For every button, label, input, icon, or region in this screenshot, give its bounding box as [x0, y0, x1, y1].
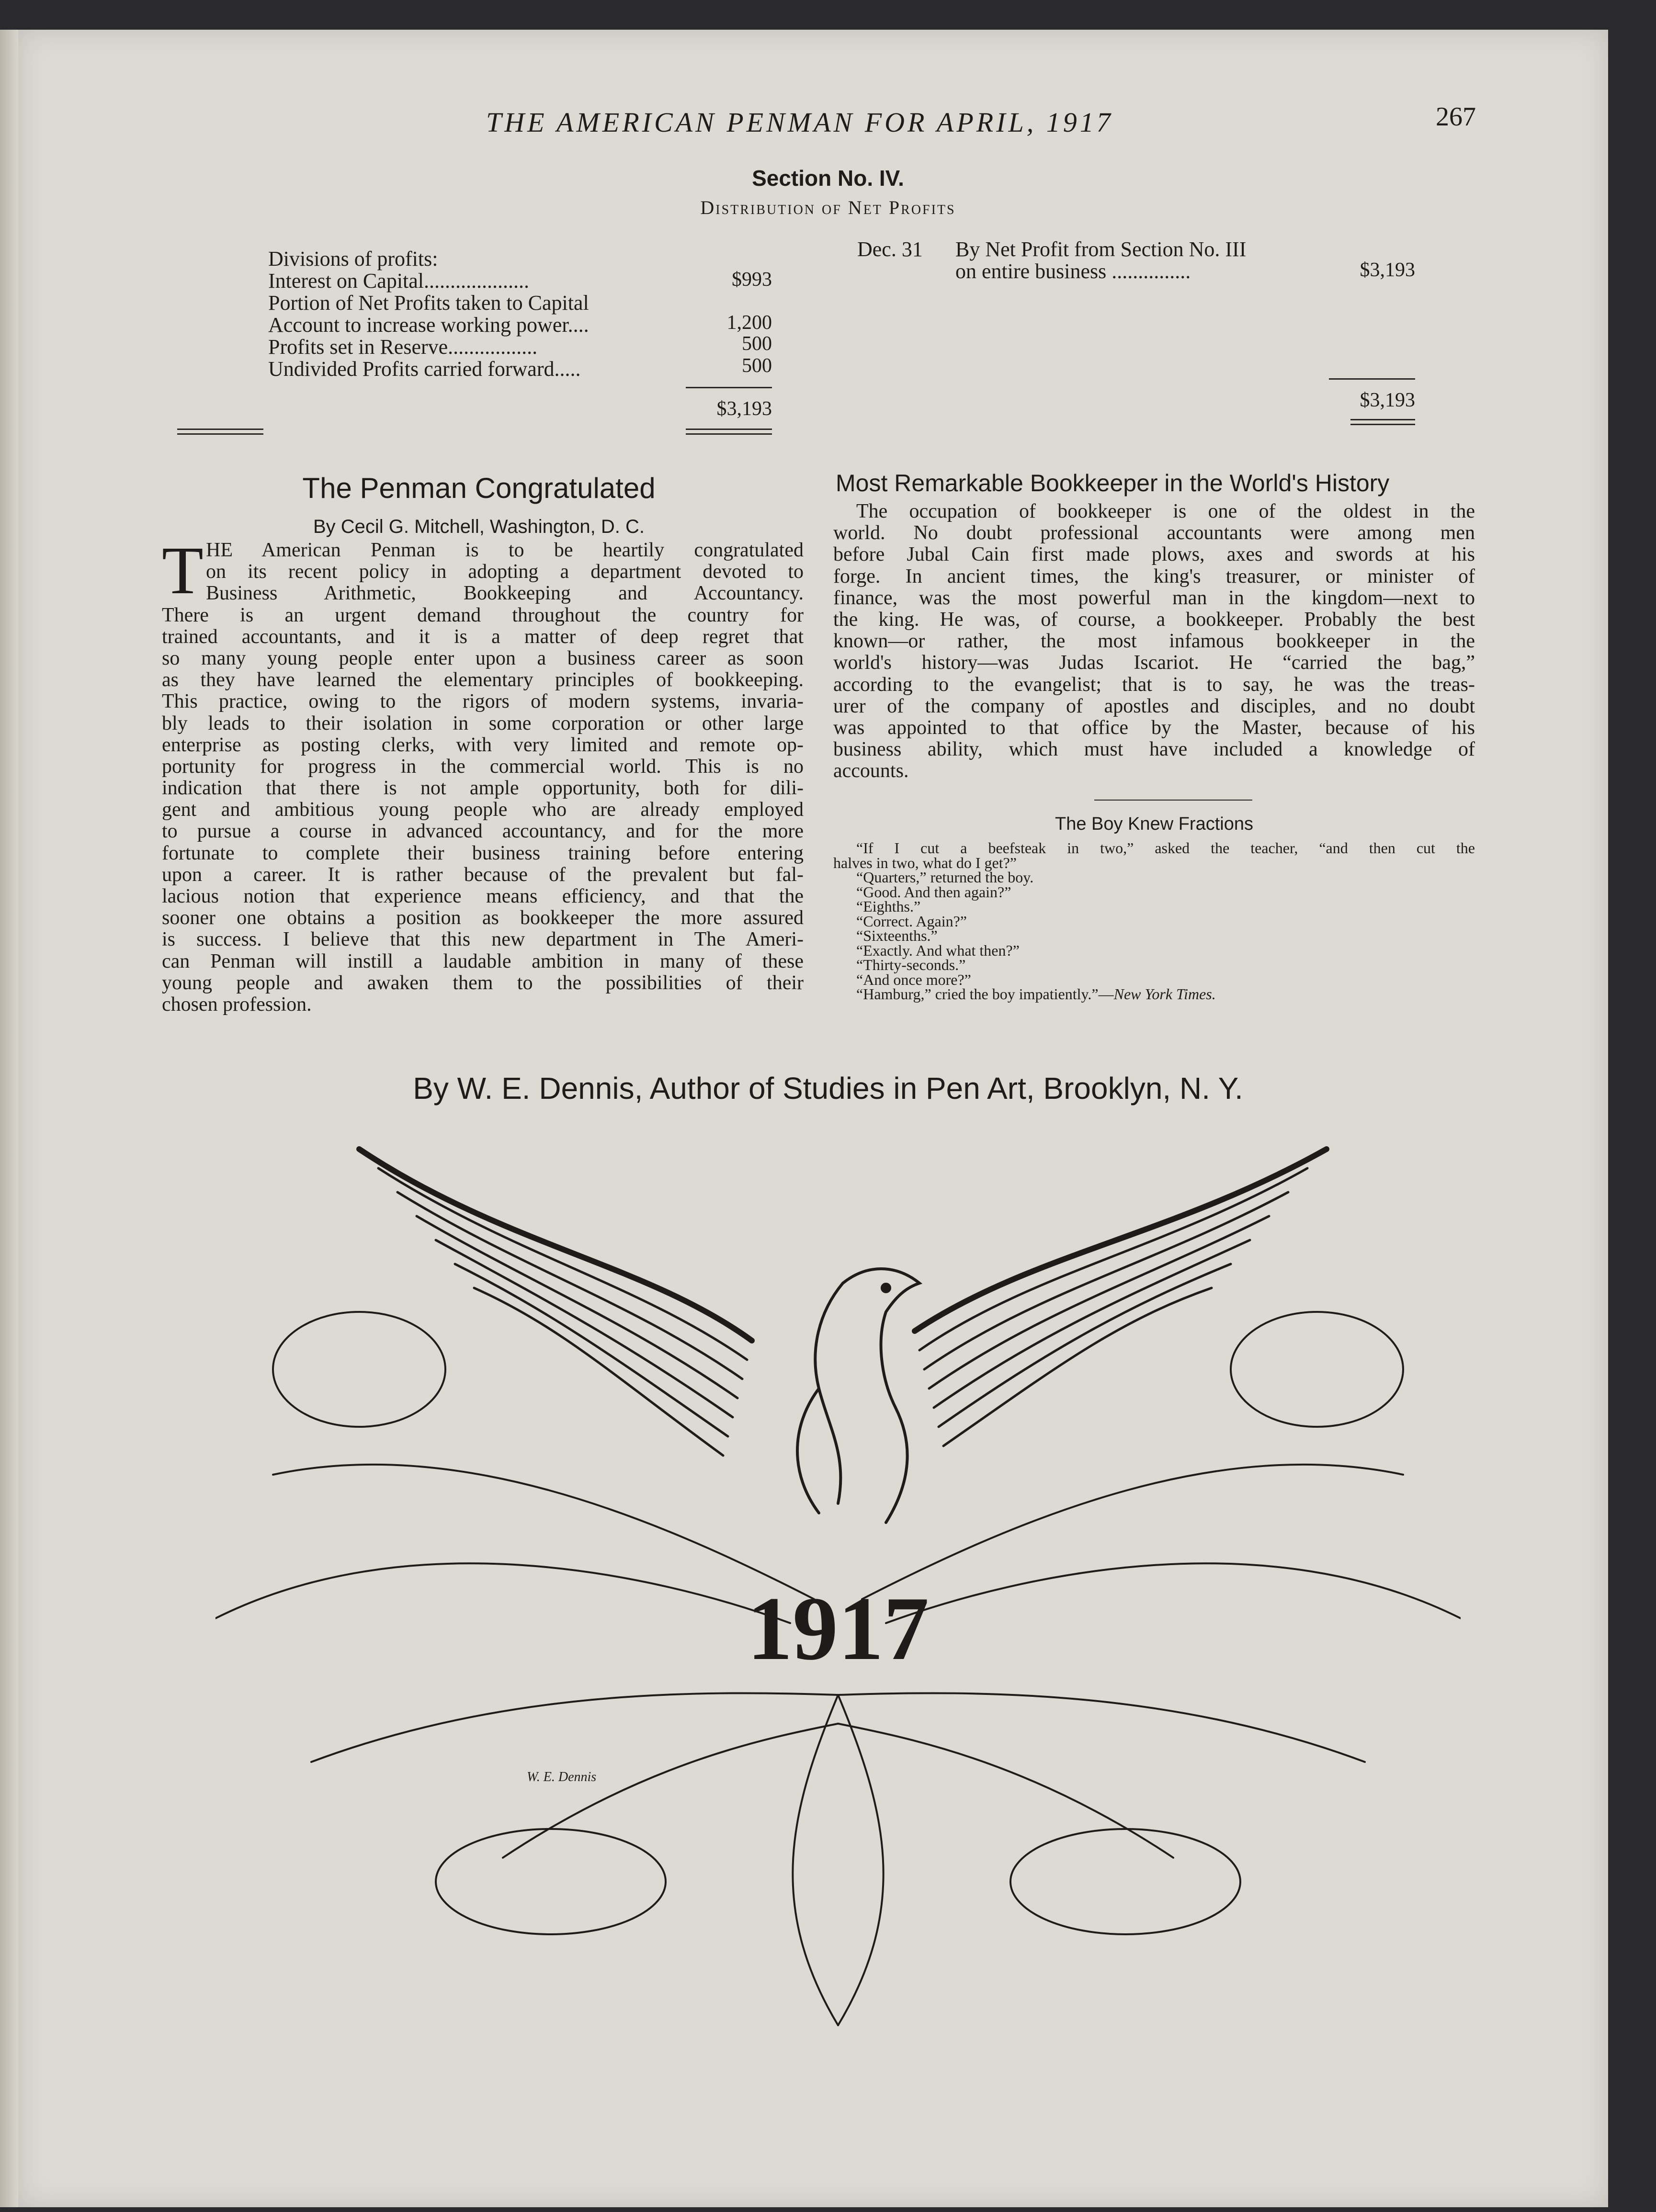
double-rule: [177, 433, 263, 435]
illustration-caption: By W. E. Dennis, Author of Studies in Pen Art, Brooklyn, N. Y.: [413, 1071, 1243, 1106]
article-line: gent and ambitious young people who are already employed: [162, 799, 804, 821]
distribution-amount: 1,200: [726, 312, 772, 334]
article-line-last: [833, 985, 1475, 1003]
article-line: young people and awaken them to the possibilities of their: [162, 971, 804, 994]
distribution-label: Divisions of profits:: [268, 247, 438, 271]
sum-rule: [686, 387, 772, 388]
quote-source: New York Times.: [1113, 985, 1216, 1003]
article-line: The occupation of bookkeeper is one of the oldest in the: [856, 500, 1475, 522]
article-line: indication that there is not ample opportunity, both for dili-: [162, 777, 804, 800]
left-wing: [359, 1149, 752, 1456]
article-line: lacious notion that experience means efficiency, and that the: [162, 885, 804, 907]
article-line: chosen profession.: [162, 993, 312, 1016]
article-line: business ability, which must have included a knowledge of: [833, 738, 1475, 761]
article-line: was appointed to that office by the Master, because of his: [833, 716, 1475, 739]
double-rule: [686, 433, 772, 435]
article-line: bly leads to their isolation in some corporation or other large: [162, 712, 804, 734]
article-line: trained accountants, and it is a matter of deep regret that: [162, 625, 804, 648]
artist-signature: W. E. Dennis: [527, 1770, 597, 1784]
article-line: “Sixteenths.”: [856, 927, 938, 944]
sum-rule: [1329, 378, 1415, 380]
article-line: on its recent policy in adopting a department devoted to: [206, 561, 804, 583]
article-line: is success. I believe that this new department in The Ameri-: [162, 928, 804, 951]
article-line: finance, was the most powerful man in the kingdom—next to: [833, 587, 1475, 609]
article-line: “Correct. Again?”: [856, 912, 967, 930]
article-line: halves in two, what do I get?”: [833, 854, 1017, 871]
article-line: “Exactly. And what then?”: [856, 941, 1020, 959]
drop-cap: T: [162, 532, 204, 608]
article-line: “And once more?”: [856, 971, 971, 988]
article-line: Business Arithmetic, Bookkeeping and Accountancy.: [206, 582, 804, 605]
distribution-total-right: $3,193: [1360, 389, 1415, 411]
page-number: 267: [1436, 102, 1476, 132]
distribution-label: Account to increase working power....: [268, 313, 589, 337]
section-title: Section No. IV.: [752, 166, 904, 191]
distribution-amount: $993: [732, 269, 772, 291]
article-line: can Penman will instill a laudable ambition in many of these: [162, 950, 804, 972]
article-line: the king. He was, of course, a bookkeeper. Probably the best: [833, 608, 1475, 631]
quote-text: “Hamburg,” cried the boy impatiently.”—: [856, 985, 1114, 1003]
article-line: “Thirty-seconds.”: [856, 956, 966, 973]
article-line: “Good. And then again?”: [856, 883, 1011, 901]
double-rule: [686, 429, 772, 430]
article-title: The Penman Congratulated: [302, 472, 656, 504]
article-line: upon a career. It is rather because of the prevalent but fal-: [162, 863, 804, 886]
distribution-date: Dec. 31: [857, 237, 923, 261]
article-line: “Quarters,” returned the boy.: [856, 869, 1034, 886]
article-title: The Boy Knew Fractions: [1055, 814, 1253, 834]
distribution-amount: 500: [742, 333, 772, 355]
article-line: world's history—was Judas Iscariot. He “carried the bag,”: [833, 652, 1475, 674]
distribution-total-left: $3,193: [716, 398, 772, 420]
article-title: Most Remarkable Bookkeeper in the World's History: [836, 470, 1390, 497]
distribution-label: Undivided Profits carried forward.....: [268, 357, 581, 381]
running-head: THE AMERICAN PENMAN FOR APRIL, 1917: [486, 107, 1113, 138]
book-spine: [0, 30, 18, 2207]
article-line: as they have learned the elementary principles of bookkeeping.: [162, 669, 804, 691]
article-line: known—or rather, the most infamous bookkeeper in the: [833, 630, 1475, 653]
article-line: before Jubal Cain first made plows, axes and swords at his: [833, 543, 1475, 566]
distribution-amount: 500: [742, 355, 772, 377]
article-line: enterprise as posting clerks, with very limited and remote op-: [162, 734, 804, 756]
article-line: There is an urgent demand throughout the country for: [162, 604, 804, 626]
article-body: [162, 540, 804, 1016]
article-line: “If I cut a beefsteak in two,” asked the teacher, “and then cut the: [856, 839, 1475, 857]
distribution-right-line: on entire business ...............: [955, 260, 1191, 283]
right-wing: [915, 1149, 1327, 1446]
separator-rule: [1094, 800, 1252, 801]
eagle-flourish-illustration: [216, 1140, 1461, 2049]
article-body: [833, 501, 1475, 782]
double-rule: [177, 429, 263, 430]
article-line: urer of the company of apostles and disciples, and no doubt: [833, 695, 1475, 717]
eagle-body: [797, 1269, 919, 1523]
article-line: “Eighths.”: [856, 898, 921, 915]
article-line: according to the evangelist; that is to say, he was the treas-: [833, 673, 1475, 696]
article-line: accounts.: [833, 760, 909, 782]
article-line: forge. In ancient times, the king's treasurer, or minister of: [833, 565, 1475, 587]
article-line: sooner one obtains a position as bookkeeper the more assured: [162, 907, 804, 929]
article-line: world. No doubt professional accountants were among men: [833, 522, 1475, 544]
double-rule: [1350, 419, 1415, 420]
year-banner: 1917: [747, 1579, 929, 1679]
distribution-right-line: By Net Profit from Section No. III: [955, 237, 1247, 261]
double-rule: [1350, 424, 1415, 425]
distribution-label: Profits set in Reserve.................: [268, 335, 538, 359]
article-line: HE American Penman is to be heartily congratulated: [206, 539, 804, 561]
section-subtitle: Distribution of Net Profits: [700, 197, 956, 218]
article-line: to pursue a course in advanced accountancy, and for the more: [162, 820, 804, 843]
article-line: fortunate to complete their business training before entering: [162, 842, 804, 864]
article-line: This practice, owing to the rigors of modern systems, invaria-: [162, 690, 804, 713]
distribution-label: Interest on Capital....................: [268, 269, 530, 293]
distribution-amount-right: $3,193: [1360, 259, 1415, 281]
article-line: so many young people enter upon a business career as soon: [162, 647, 804, 669]
article-line: portunity for progress in the commercial world. This is no: [162, 755, 804, 778]
article-byline: By Cecil G. Mitchell, Washington, D. C.: [313, 516, 645, 537]
article-body: [833, 839, 1475, 1003]
distribution-label: Portion of Net Profits taken to Capital: [268, 291, 589, 315]
